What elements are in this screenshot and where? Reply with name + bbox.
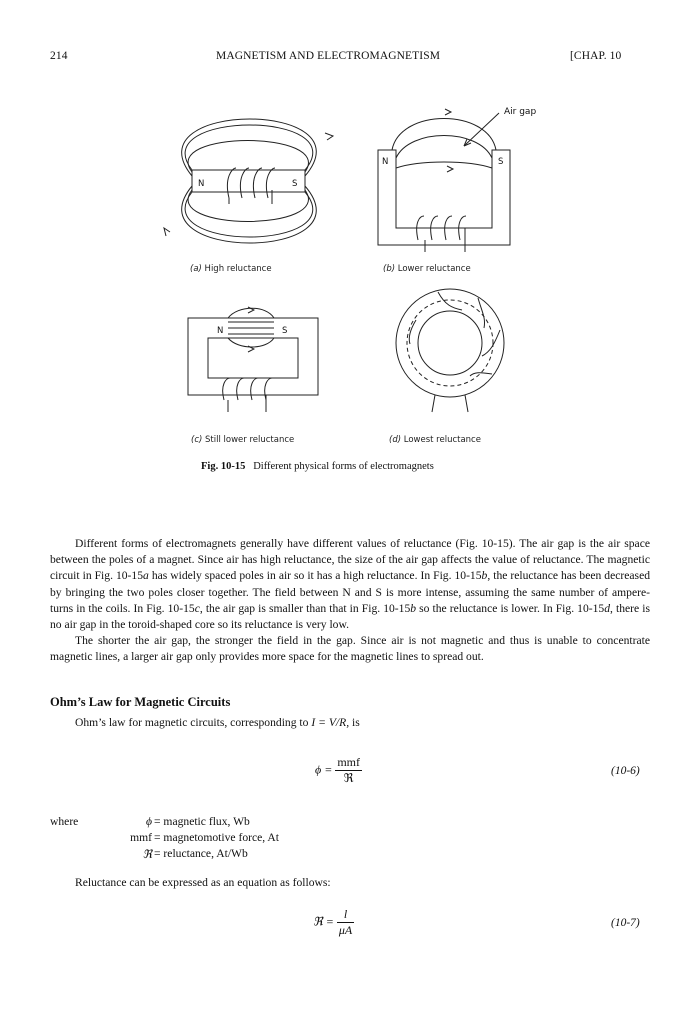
caption-a [190, 264, 272, 274]
diagram-c-frame-core [188, 307, 318, 412]
eq6-denominator: ℜ [343, 771, 354, 785]
ohm-formula: I = V/R, [311, 716, 350, 729]
where-label: where [50, 815, 79, 828]
section-heading: Ohm’s Law for Magnetic Circuits [50, 695, 231, 709]
where-symbol-1: ϕ [145, 815, 152, 828]
chapter-label: [CHAP. 10 [570, 50, 622, 62]
where-symbol-3: ℜ [142, 848, 152, 861]
caption-c [191, 435, 294, 445]
caption-d-letter: (d) [389, 435, 402, 445]
diagram-a-bar-magnet [164, 119, 333, 243]
pole-s-c: S [282, 326, 288, 336]
caption-d [389, 435, 481, 445]
eq7-lhs: ℜ = [313, 914, 334, 929]
caption-c-text: Still lower reluctance [205, 435, 295, 445]
eq7-fraction [337, 907, 354, 938]
ohm-intro-is: is [352, 716, 360, 729]
equation-10-7 [313, 907, 354, 938]
eq7-number: (10-7) [611, 917, 640, 929]
caption-a-text: High reluctance [204, 264, 272, 274]
running-title: MAGNETISM AND ELECTROMAGNETISM [216, 50, 441, 62]
where-desc-2: = magnetomotive force, At [154, 831, 280, 844]
pole-s-b: S [498, 157, 504, 167]
caption-b-letter: (b) [383, 264, 396, 274]
caption-c-letter: (c) [191, 435, 203, 445]
diagram-d-toroid [396, 289, 504, 412]
diagram-b-horseshoe-magnet [378, 109, 510, 252]
figure-number: Fig. 10-15 [201, 461, 246, 472]
pole-s-a: S [292, 179, 298, 189]
equation-10-6 [315, 755, 362, 786]
eq7-numerator: l [337, 907, 354, 923]
pole-n-a: N [198, 179, 205, 189]
eq6-fraction [335, 755, 362, 786]
eq6-lhs: ϕ = [315, 762, 333, 777]
where-symbol-2: mmf [130, 831, 152, 844]
eq6-numerator: mmf [337, 755, 360, 769]
pole-n-b: N [382, 157, 389, 167]
where-desc-3: = reluctance, At/Wb [154, 847, 248, 860]
caption-b [383, 264, 471, 274]
reluctance-intro: Reluctance can be expressed as an equation as follows: [75, 876, 331, 889]
figure-title [201, 461, 434, 472]
ohm-intro [75, 716, 360, 729]
body-text [50, 536, 650, 666]
caption-b-text: Lower reluctance [397, 264, 471, 274]
paragraph-reluctance-forms: Different forms of electromagnets generally have different values of reluctance (Fig. 10-15). The air gap is the air space between the poles of a magnet. Since air has high reluctance, the size of the air gap affects the value of reluctance. The magnetic circuit in Fig. 10-15a has widely spaced poles in air so it has a high reluctance. In Fig. 10-15b, the reluctance has been decreased by bringing the two poles closer together. The field between N and S is more intense, assuming the same number of ampere-turns in the coils. In Fig. 10-15c, the air gap is smaller than that in Fig. 10-15b so the reluctance is lower. In Fig. 10-15d, there is no air gap in the toroid-shaped core so its reluctance is very low. [50, 537, 651, 632]
where-desc-1: = magnetic flux, Wb [154, 815, 250, 828]
eq6-number: (10-6) [611, 765, 640, 777]
air-gap-label: Air gap [504, 107, 537, 117]
paragraph-air-gap: The shorter the air gap, the stronger the field in the gap. Since air is not magnetic and thus is unable to concentrate magnetic lines, a larger air gap only provides more space for the magnetic lines to spread out. [50, 634, 650, 664]
page-number: 214 [50, 50, 68, 62]
pole-n-c: N [217, 326, 224, 336]
figure-title-text: Different physical forms of electromagnets [253, 461, 434, 472]
caption-a-letter: (a) [190, 264, 202, 274]
caption-d-text: Lowest reluctance [403, 435, 481, 445]
electromagnet-figure [0, 0, 698, 460]
eq7-denominator: μA [338, 923, 353, 937]
ohm-intro-text: Ohm’s law for magnetic circuits, corresponding to [75, 716, 309, 729]
